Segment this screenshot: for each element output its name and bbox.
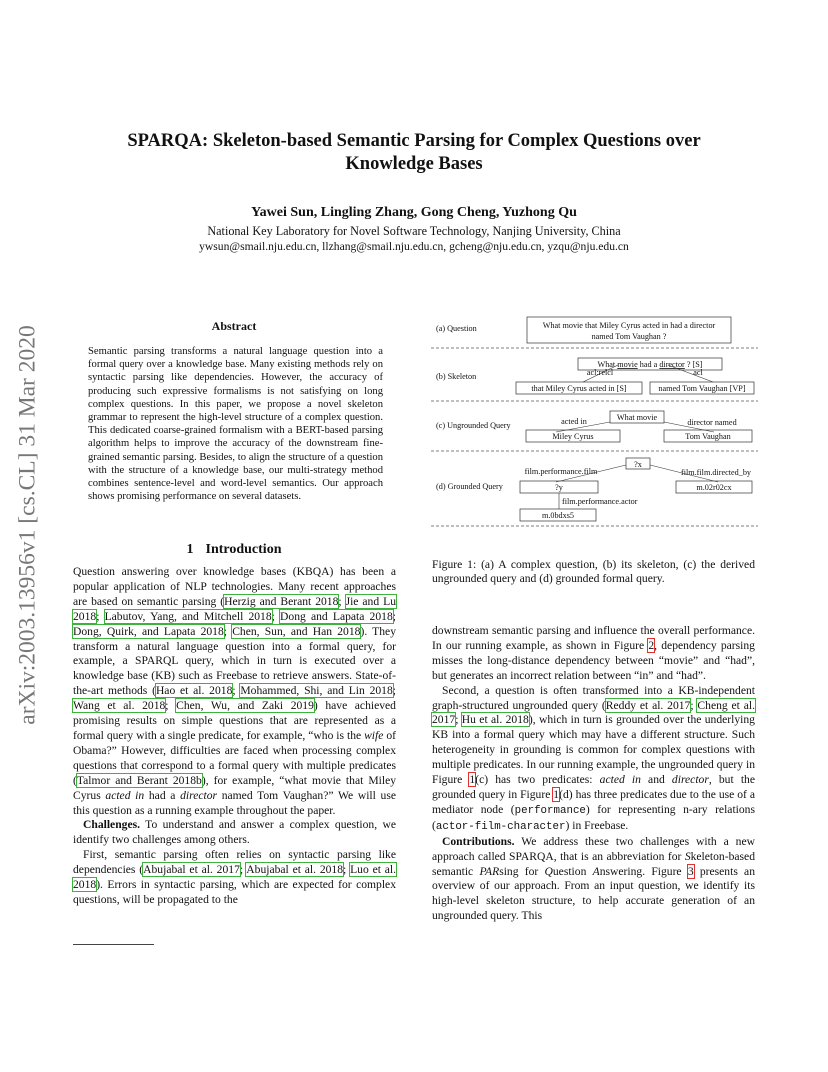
figure-ref-link[interactable]: 3 (687, 864, 694, 878)
citation-link[interactable]: Mohammed, Shi, and Lin 2018 (240, 684, 393, 698)
grounded-x-text: ?x (634, 460, 642, 469)
citation-link[interactable]: Chen, Wu, and Zaki 2019 (176, 699, 314, 713)
figure-1-caption: Figure 1: (a) A complex question, (b) its skeleton, (c) the derived ungrounded query and (d) grounded formal query. (432, 558, 755, 586)
citation-link[interactable]: Dong and Lapata 2018 (280, 609, 393, 623)
citation-link[interactable]: Chen, Sun, and Han 2018 (232, 624, 361, 638)
citation-link[interactable]: Dong, Quirk, and Lapata 2018 (73, 624, 224, 638)
affiliation: National Key Laboratory for Novel Software Technology, Nanjing University, China (207, 224, 621, 238)
citation-link[interactable]: Hu et al. 2018 (461, 713, 529, 727)
skeleton-edge-label: acl (693, 368, 703, 377)
abstract-heading: Abstract (211, 319, 257, 333)
citation-link[interactable]: Talmor and Berant 2018b (76, 773, 202, 787)
section-title: Introduction (205, 542, 282, 557)
ungrounded-edge-label: director named (687, 418, 737, 427)
citation-link[interactable]: Luo et al. 2018 (73, 863, 397, 892)
figure-1 (428, 312, 760, 530)
paper-title (60, 130, 768, 176)
left-column (73, 565, 396, 908)
grounded-right-text: m.02r02cx (696, 483, 732, 492)
title-line-2: Knowledge Bases (345, 154, 483, 174)
citation-link[interactable]: Labutov, Yang, and Mitchell 2018 (104, 609, 272, 623)
skeleton-right-text: named Tom Vaughan [VP] (658, 384, 746, 393)
ungrounded-right-text: Tom Vaughan (685, 432, 731, 441)
ungrounded-center-text: What movie (616, 413, 658, 422)
grounded-edge-label: film.performance.film (524, 467, 598, 476)
citation-link[interactable]: Reddy et al. 2017 (605, 698, 691, 712)
figure-ref-link[interactable]: 1 (553, 787, 560, 801)
intro-paragraph-2: Challenges. To understand and answer a complex question, we identify two challenges among others. (73, 818, 396, 847)
grounded-edge-label: film.film.directed_by (680, 468, 752, 477)
section-heading (72, 542, 396, 558)
intro-paragraph-6: Contributions. We address these two challenges with a new approach called SPARQA, that is an abbreviation for Skeleton-based semantic PARsing for Question Answering. Figure 3 presents an overview of our approach. From an input question, we identify its high-level skeleton structure, to help accurate generation of an ungrounded query. This (432, 834, 755, 923)
figure-ref-link[interactable]: 1 (469, 773, 476, 787)
intro-paragraph-5: Second, a question is often transformed into a KB-independent graph-structured ungrounded query (Reddy et al. 2017; Cheng et al. 2017; Hu et al. 2018), which in turn is grounded over the underlying KB into a formal query which may have a different structure. Such heterogeneity in grounding is common for complex questions with multiple predicates. In our running example, the ungrounded query in Figure 1(c) has two predicates: acted in and director, but the grounded query in Figure 1(d) has three predicates due to the use of a mediator node (performance) for representing n-ary relations (actor-film-character) in Freebase. (432, 683, 755, 833)
title-line-1: SPARQA: Skeleton-based Semantic Parsing for Complex Questions over (127, 131, 701, 151)
author-emails: ywsun@smail.nju.edu.cn, llzhang@smail.nju.edu.cn, gcheng@nju.edu.cn, yzqu@nju.edu.cn (199, 240, 629, 253)
footnote-rule (73, 944, 154, 945)
ungrounded-edge-label: acted in (561, 417, 587, 426)
abstract-body: Semantic parsing transforms a natural language question into a formal query over a knowledge base. Many existing methods rely on syntactic parsing like dependencies. However, the accuracy of producing such expressive formalisms is not satisfying on long complex questions. In this paper, we propose a novel skeleton grammar to represent the high-level structure of a complex question. This dedicated coarse-grained formalism with a BERT-based parsing algorithm helps to improve the accuracy of the downstream fine-grained semantic parsing. Besides, to align the structure of a question with the structure of a knowledge base, our multi-strategy method combines sentence-level and word-level semantics. Our approach shows promising performance on several datasets. (88, 346, 383, 503)
citation-link[interactable]: Jie and Lu 2018 (73, 594, 396, 623)
grounded-edge-label: film.performance.actor (562, 497, 638, 506)
citation-link[interactable]: Wang et al. 2018 (73, 699, 166, 713)
row-label-skeleton: (b) Skeleton (436, 372, 477, 381)
row-label-ungrounded: (c) Ungrounded Query (436, 421, 511, 430)
intro-paragraph-3: First, semantic parsing often relies on syntactic parsing like dependencies (Abujabal et al. 2017; Abujabal et al. 2018; Luo et al. 2018). Errors in syntactic parsing, which are expected for complex questions, will be propagated to the (73, 848, 397, 906)
intro-paragraph-1: Question answering over knowledge bases (KBQA) has been a popular application of NLP technologies. Many recent approaches are based on semantic parsing (Herzig and Berant 2018; Jie and Lu 2018; Labutov, Yang, and Mitchell 2018; Dong and Lapata 2018; Dong, Quirk, and Lapata 2018; Chen, Sun, and Han 2018). They transform a natural language question into a formal query, for example, a SPARQL query, which in turn is executed over a knowledge base (KB) such as Freebase to retrieve answers. State-of-the-art methods (Hao et al. 2018; Mohammed, Shi, and Lin 2018; Wang et al. 2018; Chen, Wu, and Zaki 2019) have achieved promising results on simple questions that are represented as a formal query with a single predicate, for example, “who is the wife of Obama?” However, difficulties are faced when processing complex questions that correspond to a formal query with multiple predicates (Talmor and Berant 2018b), for example, “what movie that Miley Cyrus acted in had a director named Tom Vaughan?” We will use this question as a running example throughout the paper. (73, 565, 397, 817)
citation-link[interactable]: Abujabal et al. 2018 (246, 863, 344, 877)
grounded-y-text: ?y (555, 483, 563, 492)
arxiv-stamp (8, 285, 48, 765)
citation-link[interactable]: Herzig and Berant 2018 (224, 594, 339, 608)
skeleton-root-text: What movie had a director ? [S] (597, 360, 703, 369)
row-label-grounded: (d) Grounded Query (436, 482, 503, 491)
row-label-question: (a) Question (436, 324, 477, 333)
arxiv-stamp-text: arXiv:2003.13956v1 [cs.CL] 31 Mar 2020 (14, 325, 41, 725)
section-number: 1 (186, 542, 194, 557)
question-text-2: named Tom Vaughan ? (591, 332, 667, 341)
figure-ref-link[interactable]: 2 (648, 638, 655, 652)
skeleton-left-text: that Miley Cyrus acted in [S] (531, 384, 627, 393)
skeleton-edge-label: acl:relcl (586, 368, 614, 377)
right-column (432, 624, 755, 924)
citation-link[interactable]: Abujabal et al. 2017 (143, 863, 240, 877)
intro-paragraph-4: downstream semantic parsing and influence the overall performance. In our running example, as shown in Figure 2, dependency parsing misses the long-distance dependency between “movie” and “had”, but generates an incorrect relation between “in” and “had”. (432, 624, 755, 682)
grounded-bottom-text: m.0bdxs5 (541, 511, 575, 520)
question-text-1: What movie that Miley Cyrus acted in had a director (542, 321, 716, 330)
citation-link[interactable]: Cheng et al. 2017 (432, 698, 755, 727)
ungrounded-left-text: Miley Cyrus (552, 432, 594, 441)
citation-link[interactable]: Hao et al. 2018 (155, 684, 233, 698)
authors: Yawei Sun, Lingling Zhang, Gong Cheng, Yuzhong Qu (251, 205, 577, 220)
